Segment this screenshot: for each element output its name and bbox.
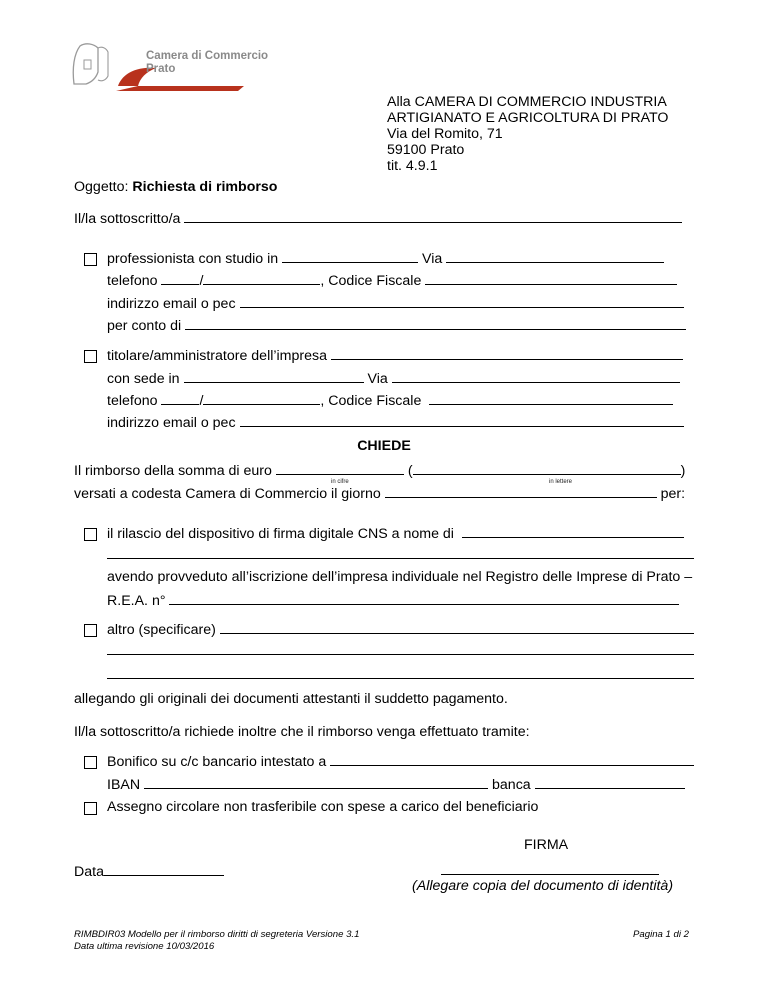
bonifico-line	[107, 753, 694, 770]
signature-field[interactable]	[441, 862, 659, 875]
logo-text-line1: Camera di Commercio	[146, 50, 269, 62]
footer-page: Pagina 1 di 2	[633, 929, 690, 940]
subject-value: Richiesta di rimborso	[132, 179, 278, 195]
in-lettere-hint: in lettere	[549, 479, 573, 485]
company-phone-label: telefono	[107, 393, 158, 409]
signature-note: (Allegare copia del documento di identità)	[412, 878, 674, 894]
professional-phone-label: telefono	[107, 273, 158, 289]
address-line5: tit. 4.9.1	[387, 158, 438, 174]
cns-label: il rilascio del dispositivo di firma digitale CNS a nome di	[107, 526, 454, 542]
cns-avendo-line: avendo provveduto all’iscrizione dell’impresa individuale nel Registro delle Imprese di Prato –	[107, 569, 693, 585]
signer-name-field[interactable]	[184, 210, 682, 223]
other-continuation-field-1[interactable]	[107, 642, 694, 655]
professional-email-line	[107, 295, 684, 312]
attach-note: allegando gli originali dei documenti attestanti il suddetto pagamento.	[74, 691, 508, 707]
refund-paren-open: (	[407, 463, 413, 479]
professional-phone-line	[107, 272, 677, 289]
professional-conto-line	[107, 317, 686, 334]
assegno-checkbox[interactable]	[84, 802, 97, 815]
other-label: altro (specificare)	[107, 622, 216, 638]
address-line1: Alla CAMERA DI COMMERCIO INDUSTRIA	[387, 94, 667, 110]
date-field[interactable]	[104, 863, 224, 876]
other-checkbox[interactable]	[84, 624, 97, 637]
professional-phone-number-field[interactable]	[203, 272, 320, 285]
refund-amount-words-field[interactable]	[413, 462, 681, 475]
in-cifre-hint: in cifre	[331, 479, 349, 485]
professional-phone-prefix-field[interactable]	[161, 272, 199, 285]
iban-line	[107, 776, 685, 793]
company-phone-line	[107, 392, 673, 409]
cns-line	[107, 525, 684, 542]
subject-label: Oggetto:	[74, 179, 129, 195]
company-phone-number-field[interactable]	[203, 392, 320, 405]
company-sede-line	[107, 370, 680, 387]
banca-field[interactable]	[535, 776, 685, 789]
other-line	[107, 621, 694, 638]
professional-via-field[interactable]	[446, 250, 664, 263]
refund-amount-line	[74, 462, 685, 479]
other-continuation-field-2[interactable]	[107, 666, 694, 679]
refund-paren-close: )	[680, 463, 686, 479]
company-via-field[interactable]	[392, 370, 680, 383]
address-line2: ARTIGIANATO E AGRICOLTURA DI PRATO	[387, 110, 669, 126]
professional-cf-label: , Codice Fiscale	[320, 273, 422, 289]
professional-line	[107, 250, 664, 267]
refund-paid-label: versati a codesta Camera di Commercio il giorno	[74, 486, 381, 502]
company-line	[107, 347, 683, 364]
company-phone-slash: /	[199, 393, 204, 409]
professional-cf-field[interactable]	[425, 272, 677, 285]
chiede-heading: CHIEDE	[357, 438, 411, 454]
professional-studio-field[interactable]	[282, 250, 418, 263]
company-via-label: Via	[367, 371, 388, 387]
company-sede-label: con sede in	[107, 371, 180, 387]
refund-amount-label: Il rimborso della somma di euro	[74, 463, 272, 479]
company-checkbox[interactable]	[84, 350, 97, 363]
footer-line1: RIMBDIR03 Modello per il rimborso diritti di segreteria Versione 3.1	[74, 929, 360, 940]
payment-intro: Il/la sottoscritto/a richiede inoltre che il rimborso venga effettuato tramite:	[74, 724, 530, 740]
professional-conto-field[interactable]	[185, 317, 686, 330]
subject-line	[74, 179, 277, 195]
company-email-line	[107, 414, 684, 431]
cns-rea-line	[107, 592, 679, 609]
iban-label: IBAN	[107, 777, 141, 793]
company-cf-field[interactable]	[429, 392, 673, 405]
other-field[interactable]	[220, 621, 694, 634]
company-cf-label: , Codice Fiscale	[320, 393, 422, 409]
cns-rea-label: R.E.A. n°	[107, 593, 166, 609]
refund-amount-digits-field[interactable]	[276, 462, 404, 475]
refund-paid-line	[74, 485, 685, 502]
bonifico-holder-field[interactable]	[330, 753, 694, 766]
company-name-field[interactable]	[331, 347, 683, 360]
company-phone-prefix-field[interactable]	[161, 392, 199, 405]
cns-rea-field[interactable]	[169, 592, 679, 605]
assegno-label: Assegno circolare non trasferibile con spese a carico del beneficiario	[107, 799, 539, 815]
cns-name-continuation-field[interactable]	[107, 546, 694, 559]
cns-name-field[interactable]	[462, 525, 684, 538]
chamber-logo	[66, 38, 269, 96]
bonifico-checkbox[interactable]	[84, 756, 97, 769]
professional-label: professionista con studio in	[107, 251, 279, 267]
professional-email-field[interactable]	[240, 295, 684, 308]
address-line3: Via del Romito, 71	[387, 126, 503, 142]
date-line	[74, 863, 224, 880]
firma-label: FIRMA	[524, 837, 569, 853]
date-label: Data	[74, 864, 104, 880]
company-email-label: indirizzo email o pec	[107, 415, 236, 431]
signer-label: Il/la sottoscritto/a	[74, 211, 181, 227]
professional-phone-slash: /	[199, 273, 204, 289]
address-line4: 59100 Prato	[387, 142, 465, 158]
professional-checkbox[interactable]	[84, 253, 97, 266]
signer-line	[74, 210, 682, 227]
company-label: titolare/amministratore dell’impresa	[107, 348, 327, 364]
banca-label: banca	[492, 777, 531, 793]
company-email-field[interactable]	[240, 414, 684, 427]
professional-via-label: Via	[422, 251, 443, 267]
company-sede-field[interactable]	[184, 370, 364, 383]
bonifico-label: Bonifico su c/c bancario intestato a	[107, 754, 327, 770]
cns-checkbox[interactable]	[84, 528, 97, 541]
refund-paid-date-field[interactable]	[385, 485, 657, 498]
recipient-address	[387, 94, 668, 174]
iban-field[interactable]	[144, 776, 488, 789]
professional-email-label: indirizzo email o pec	[107, 296, 236, 312]
professional-conto-label: per conto di	[107, 318, 182, 334]
refund-per-label: per:	[660, 486, 686, 502]
footer-line2: Data ultima revisione 10/03/2016	[74, 941, 215, 952]
logo-text-line2: Prato	[146, 63, 176, 75]
